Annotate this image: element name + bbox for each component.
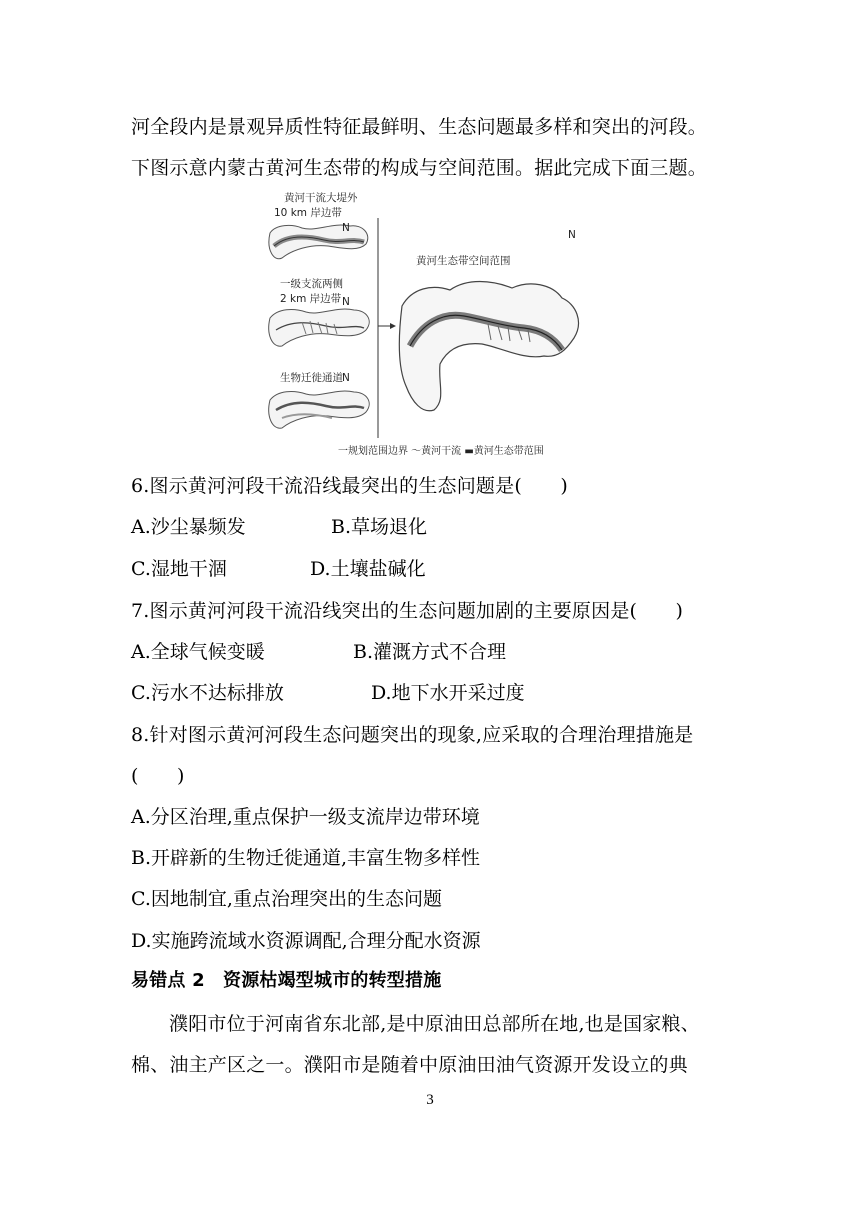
q6-option-d[interactable]: D.土壤盐碱化 [310,558,426,580]
main-map-label: 黄河生态带空间范围 [416,255,511,267]
panel2-label-b: 2 km 岸边带 [280,293,342,305]
q8-option-d[interactable]: D.实施跨流域水资源调配,合理分配水资源 [131,930,481,952]
q6-option-c[interactable]: C.湿地干涸 [131,558,227,580]
section-heading: 易错点 2 资源枯竭型城市的转型措施 [131,970,442,991]
figure-legend: 一规划范围边界 ～黄河干流 ▬黄河生态带范围 [338,446,544,457]
q8-option-b[interactable]: B.开辟新的生物迁徙通道,丰富生物多样性 [131,847,481,869]
q7-option-c[interactable]: C.污水不达标排放 [131,682,284,704]
q6-stem: 6.图示黄河河段干流沿线最突出的生态问题是( ) [131,475,568,497]
q8-option-a[interactable]: A.分区治理,重点保护一级支流岸边带环境 [131,806,480,828]
yellow-river-ecobelt-figure [262,188,597,458]
q6-option-b[interactable]: B.草场退化 [331,516,428,538]
panel1-label-b: 10 km 岸边带 [274,207,342,219]
north-arrow-1: N [342,222,350,234]
q8-option-c[interactable]: C.因地制宜,重点治理突出的生态问题 [131,888,442,910]
q8-stem-line-2: ( ) [131,765,185,787]
q7-option-d[interactable]: D.地下水开采过度 [371,682,525,704]
q6-option-a[interactable]: A.沙尘暴频发 [131,516,246,538]
q8-stem-line-1: 8.针对图示黄河河段生态问题突出的现象,应采取的合理治理措施是 [131,724,694,746]
panel1-map [269,225,368,259]
panel3-label: 生物迁徙通道 [280,372,343,384]
q7-option-b[interactable]: B.灌溉方式不合理 [353,641,507,663]
main-map [399,282,578,411]
north-arrow-2: N [342,296,350,308]
panel2-map [269,309,369,346]
section-paragraph-line-2: 棉、油主产区之一。濮阳市是随着中原油田油气资源开发设立的典 [131,1054,688,1076]
north-arrow-3: N [342,372,350,384]
north-arrow-main: N [568,229,576,241]
intro-line-2: 下图示意内蒙古黄河生态带的构成与空间范围。据此完成下面三题。 [131,157,708,179]
q7-stem: 7.图示黄河河段干流沿线突出的生态问题加剧的主要原因是( ) [131,600,684,622]
section-paragraph-line-1: 濮阳市位于河南省东北部,是中原油田总部所在地,也是国家粮、 [169,1013,700,1035]
panel2-label-a: 一级支流两侧 [280,278,343,290]
panel3-map [269,391,369,428]
q7-option-a[interactable]: A.全球气候变暖 [131,641,265,663]
page-number: 3 [426,1092,434,1108]
panel1-label-a: 黄河干流大堤外 [284,192,358,204]
intro-line-1: 河全段内是景观异质性特征最鲜明、生态问题最多样和突出的河段。 [131,116,708,138]
